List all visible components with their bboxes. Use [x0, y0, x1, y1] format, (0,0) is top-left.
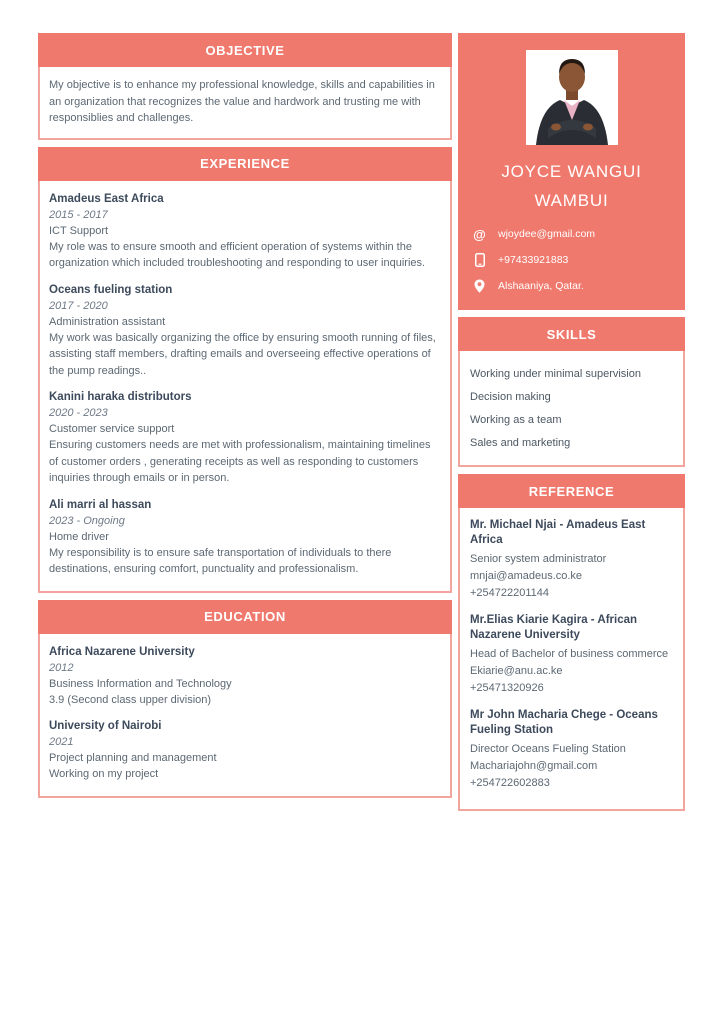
- school-name: University of Nairobi: [49, 720, 162, 732]
- profile-photo-illustration: [526, 50, 618, 145]
- referee-role: Director Oceans Fueling Station: [470, 743, 626, 755]
- phone-icon: [472, 253, 487, 267]
- company-name: Kanini haraka distributors: [49, 391, 192, 403]
- experience-body: [38, 181, 452, 593]
- referee-role: Senior system administrator: [470, 553, 607, 565]
- skill-item: Sales and marketing: [470, 437, 571, 449]
- school-name: Africa Nazarene University: [49, 645, 195, 658]
- program-detail: Working on my project: [49, 768, 159, 780]
- skills-list: [470, 363, 673, 455]
- experience-title: EXPERIENCE: [200, 156, 290, 171]
- education-entry: [49, 644, 441, 709]
- job-title: ICT Support: [49, 224, 109, 237]
- job-description: My work was basically organizing the office by ensuring smooth running of files, assisting staff members, drafting emails and overseeing effective operations of the pump readings..: [49, 331, 436, 377]
- left-column: [38, 33, 452, 1024]
- job-title: Customer service support: [49, 423, 175, 435]
- education-section: [38, 600, 452, 798]
- location-icon: [472, 279, 487, 293]
- job-description: Ensuring customers needs are met with professionalism, maintaining timelines of customer orders , generating receipts as well as responding to customers inquiries through emails or in person.: [49, 439, 431, 484]
- referee-email: mnjai@amadeus.co.ke: [470, 570, 583, 582]
- person-name-line2: WAMBUI: [534, 191, 609, 210]
- experience-section: [38, 147, 452, 593]
- skill-item: Decision making: [470, 391, 551, 403]
- referee-email: Ekiarie@anu.ac.ke: [470, 665, 563, 677]
- referee-phone: +254722201144: [470, 587, 550, 599]
- location-value: Alshaaniya, Qatar.: [498, 280, 584, 292]
- email-value: wjoydee@gmail.com: [498, 228, 596, 240]
- reference-section: [458, 474, 685, 811]
- contact-location-row: [472, 273, 673, 299]
- experience-entry: [49, 191, 441, 272]
- reference-entry: [470, 518, 673, 602]
- skill-item: Working as a team: [470, 414, 562, 426]
- experience-entry: [49, 497, 441, 578]
- company-name: Amadeus East Africa: [49, 192, 164, 205]
- reference-title: REFERENCE: [528, 483, 615, 499]
- referee-email: Machariajohn@gmail.com: [470, 760, 598, 772]
- contact-phone-row: [472, 247, 673, 273]
- referee-name: Mr. Michael Njai - Amadeus East Africa: [470, 519, 646, 546]
- objective-header: [38, 33, 452, 67]
- profile-photo: [526, 50, 618, 145]
- experience-entry: [49, 282, 441, 380]
- reference-entry: [470, 708, 673, 792]
- email-icon: @: [473, 226, 486, 242]
- education-title: EDUCATION: [204, 609, 286, 624]
- skills-title: SKILLS: [546, 326, 597, 342]
- employment-dates: 2023 - Ongoing: [49, 514, 125, 527]
- reference-header: [458, 474, 685, 508]
- job-description: My role was to ensure smooth and efficient operation of systems within the organization which included troubleshooting and responding to user inquiries.: [49, 240, 426, 269]
- reference-body: [458, 508, 685, 811]
- education-header: [38, 600, 452, 634]
- reference-entry: [470, 613, 673, 697]
- experience-entry: [49, 389, 441, 487]
- person-name: [501, 157, 641, 215]
- employment-dates: 2017 - 2020: [49, 299, 108, 312]
- objective-section: [38, 33, 452, 140]
- profile-card: [458, 33, 685, 310]
- objective-text: My objective is to enhance my professional knowledge, skills and capabilities in an organization that recognizes the value and hardwork and trusting me with responsiblies and challenges.: [49, 79, 435, 124]
- skill-item: Working under minimal supervision: [470, 368, 641, 380]
- objective-body: [38, 67, 452, 140]
- skills-body: [458, 351, 685, 467]
- phone-value: +97433921883: [498, 254, 569, 266]
- education-body: [38, 634, 452, 798]
- person-name-line1: JOYCE WANGUI: [501, 162, 642, 181]
- grade-detail: 3.9 (Second class upper division): [49, 693, 212, 706]
- contact-list: [458, 215, 685, 299]
- employment-dates: 2020 - 2023: [49, 407, 108, 419]
- skills-section: [458, 317, 685, 467]
- skills-header: [458, 317, 685, 351]
- education-entry: [49, 718, 441, 783]
- referee-phone: +254722602883: [470, 777, 550, 789]
- referee-name: Mr John Macharia Chege - Oceans Fueling Station: [470, 709, 658, 736]
- objective-title: OBJECTIVE: [205, 42, 285, 58]
- company-name: Oceans fueling station: [49, 283, 173, 296]
- right-column: [458, 33, 685, 1024]
- company-name: Ali marri al hassan: [49, 498, 152, 511]
- program-name: Business Information and Technology: [49, 677, 232, 690]
- referee-phone: +25471320926: [470, 682, 544, 694]
- job-title: Administration assistant: [49, 315, 166, 328]
- job-description: My responsibility is to ensure safe transportation of individuals to there destinations, ensuring comfort, punctuality and professionalism.: [49, 546, 392, 575]
- contact-email-row: [472, 221, 673, 247]
- job-title: Home driver: [49, 530, 109, 543]
- graduation-year: 2021: [49, 736, 74, 748]
- employment-dates: 2015 - 2017: [49, 208, 108, 221]
- experience-header: [38, 147, 452, 181]
- referee-role: Head of Bachelor of business commerce: [470, 648, 669, 660]
- graduation-year: 2012: [49, 661, 74, 674]
- program-name: Project planning and management: [49, 752, 217, 764]
- referee-name: Mr.Elias Kiarie Kagira - African Nazarene University: [470, 614, 638, 641]
